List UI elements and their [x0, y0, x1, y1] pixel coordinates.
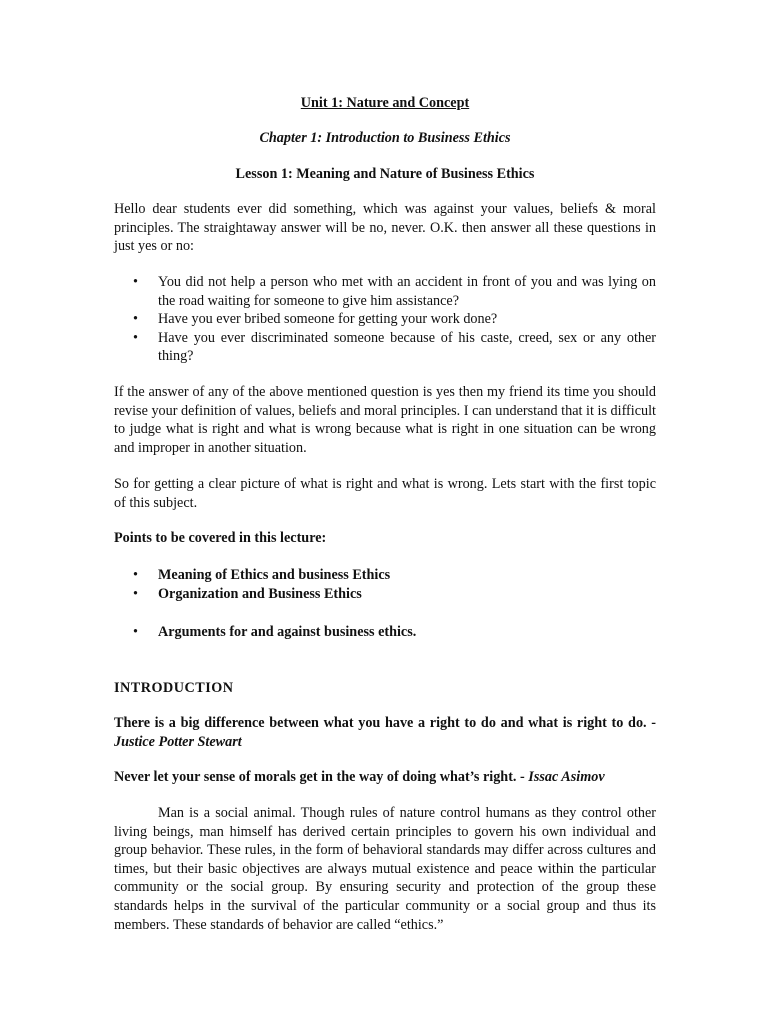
- list-item: [114, 273, 656, 310]
- point-text: Organization and Business Ethics: [158, 585, 362, 602]
- body-paragraph: Man is a social animal. Though rules of nature control humans as they control other living beings, man himself has derived certain principles to govern his own individual and group behavior. These rules, in the form of behavioral standards may differ across cultures and times, but their basic objectives are always mutual existence and peace within the particular community or the social group. By ensuring security and protection of the group these standards helps in the survival of the particular community or a social group and thus its members. These standards of behavior are called “ethics.”: [114, 805, 656, 933]
- question-text: Have you ever bribed someone for getting your work done?: [158, 311, 498, 328]
- revise-paragraph: If the answer of any of the above mentioned question is yes then my friend its time you should revise your definition of values, beliefs and moral principles. I can understand that it is difficult to judge what is right and what is wrong because what is right in one situation can be wrong and improper in another situation.: [114, 384, 656, 456]
- lesson-heading: Lesson 1: Meaning and Nature of Business Ethics: [235, 166, 535, 182]
- quote-1: [114, 714, 656, 751]
- list-item: [114, 623, 656, 642]
- bullet-icon: •: [133, 585, 138, 602]
- bullet-icon: •: [133, 274, 138, 290]
- list-item: [114, 566, 656, 585]
- list-item: [114, 585, 656, 604]
- clear-picture-paragraph: So for getting a clear picture of what is right and what is wrong. Lets start with the first topic of this subject.: [114, 476, 656, 511]
- question-text: You did not help a person who met with an accident in front of you and was lying on the road waiting for someone to give him assistance?: [158, 274, 656, 309]
- list-item: [114, 310, 656, 329]
- chapter-heading: Chapter 1: Introduction to Business Ethics: [259, 130, 511, 146]
- point-text: Meaning of Ethics and business Ethics: [158, 567, 391, 583]
- points-list: [114, 566, 656, 642]
- question-text: Have you ever discriminated someone because of his caste, creed, sex or any other thing?: [158, 329, 656, 365]
- unit-heading: Unit 1: Nature and Concept: [300, 95, 470, 111]
- points-heading: Points to be covered in this lecture:: [114, 530, 327, 546]
- quote-2-author: Issac Asimov: [528, 769, 605, 785]
- quote-2: [114, 768, 656, 787]
- quote-2-text: Never let your sense of morals get in the way of doing what’s right. -: [114, 769, 529, 785]
- introduction-heading: INTRODUCTION: [114, 680, 234, 696]
- intro-paragraph: Hello dear students ever did something, which was against your values, beliefs & moral principles. The straightaway answer will be no, never. O.K. then answer all these questions in just yes or no:: [114, 201, 656, 255]
- questions-list: [114, 273, 656, 366]
- bullet-icon: •: [133, 624, 138, 641]
- bullet-icon: •: [133, 567, 138, 583]
- list-item: [114, 329, 656, 366]
- bullet-icon: •: [133, 311, 138, 328]
- quote-1-text: There is a big difference between what you have a right to do and what is right to do. -: [114, 715, 656, 731]
- bullet-icon: •: [133, 329, 138, 346]
- point-text: Arguments for and against business ethics.: [158, 624, 417, 641]
- quote-1-author: Justice Potter Stewart: [114, 733, 242, 750]
